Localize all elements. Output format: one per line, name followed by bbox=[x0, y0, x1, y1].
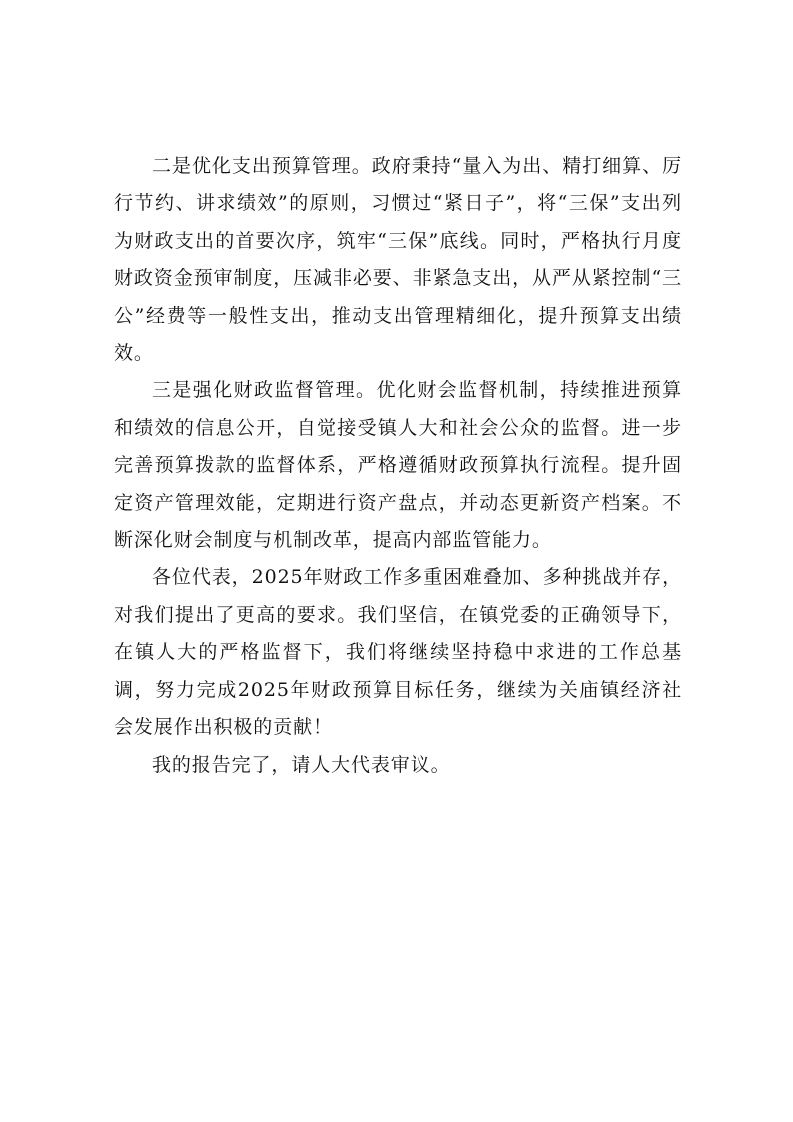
document-body bbox=[114, 148, 682, 784]
paragraph-financial-supervision: 三是强化财政监督管理。优化财会监督机制，持续推进预算和绩效的信息公开，自觉接受镇人大和社会公众的监督。进一步完善预算拨款的监督体系，严格遵循财政预算执行流程。提升固定资产管理效能，定期进行资产盘点，并动态更新资产档案。不断深化财会制度与机制改革，提高内部监管能力。 bbox=[114, 379, 682, 552]
paragraph-closing-address: 各位代表，2025年财政工作多重困难叠加、多种挑战并存，对我们提出了更高的要求。我们坚信，在镇党委的正确领导下，在镇人大的严格监督下，我们将继续坚持稳中求进的工作总基调，努力完成2025年财政预算目标任务，继续为关庙镇经济社会发展作出积极的贡献！ bbox=[114, 566, 682, 739]
paragraph-report-end: 我的报告完了，请人大代表审议。 bbox=[152, 753, 451, 776]
paragraph-budget-expenditure: 二是优化支出预算管理。政府秉持“量入为出、精打细算、厉行节约、讲求绩效”的原则，习惯过“紧日子”，将“三保”支出列为财政支出的首要次序，筑牢“三保”底线。同时，严格执行月度财政资金预审制度，压减非必要、非紧急支出，从严从紧控制“三公”经费等一般性支出，推动支出管理精细化，提升预算支出绩效。 bbox=[114, 155, 682, 365]
